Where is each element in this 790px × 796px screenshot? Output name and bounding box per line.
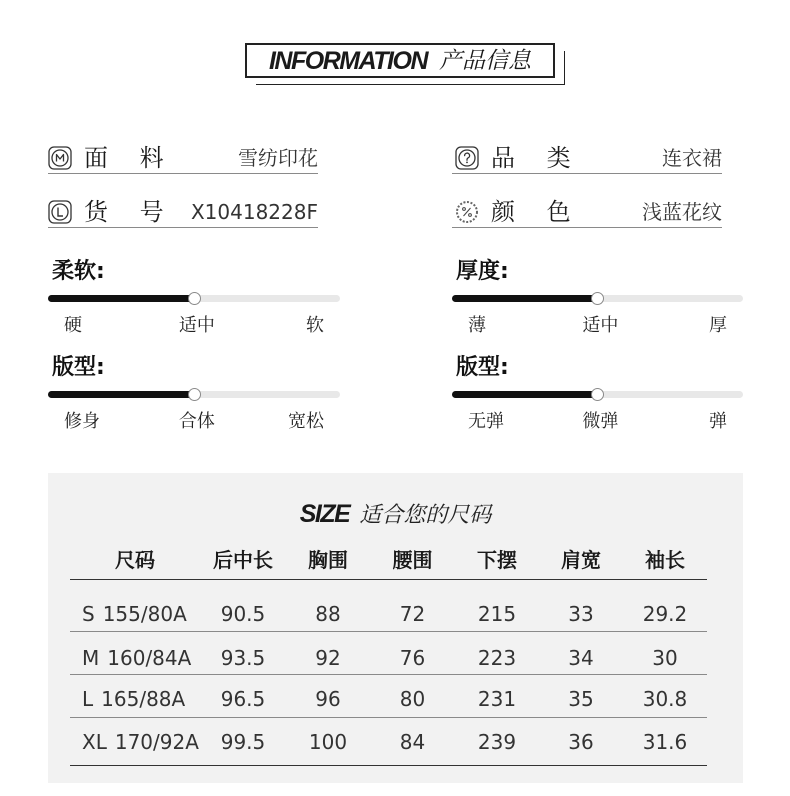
scale-label-mid: 适中 [178,315,215,336]
table-header-cell: 袖长 [645,547,685,572]
scale-title: 厚度: [456,259,509,284]
table-header-cell: 胸围 [308,547,348,572]
scale-knob [591,292,604,305]
table-cell: 31.6 [642,730,688,754]
table-cell: 231 [477,687,517,711]
table-header-cell: 后中长 [213,547,273,572]
scale-fill [452,391,598,398]
size-panel [48,473,743,783]
l-circle-icon [48,200,72,224]
info-row-item-number [48,196,318,228]
table-header-cell: 下摆 [477,547,517,572]
table-row [70,718,707,766]
scale-fill [48,391,194,398]
size-spec: 165/88A [101,687,186,711]
size-cell [70,603,200,625]
table-cell: 33 [568,602,594,626]
table-cell: 96.5 [220,687,266,711]
scale-label-min: 薄 [468,315,486,336]
info-row-color [452,196,722,228]
scale-labels [452,411,743,433]
scale-label-max: 弹 [709,411,727,432]
scale-label-max: 宽松 [288,411,324,432]
scale-label-mid: 合体 [178,411,215,432]
scale-track [48,391,340,398]
size-letter: XL [82,730,107,754]
table-cell: 84 [399,730,426,754]
table-cell: 36 [568,730,594,754]
size-table [70,540,707,766]
size-cell [70,647,200,669]
scale-track [452,295,743,302]
size-spec: 155/80A [102,602,187,626]
table-cell: 30 [652,646,678,670]
table-cell: 35 [568,687,594,711]
info-label: 货 号 [84,197,176,226]
info-label: 颜 色 [491,197,583,226]
size-title-en: SIZE [299,500,350,528]
size-title [48,499,743,531]
table-cell: 76 [399,646,426,670]
table-cell: 93.5 [220,646,266,670]
table-cell: 88 [315,602,341,626]
info-row-fabric [48,142,318,174]
table-cell: 215 [477,602,517,626]
info-label: 品 类 [491,143,583,172]
size-title-cn: 适合您的尺码 [359,503,492,528]
scale-label-min: 硬 [64,315,82,336]
table-cell: 100 [308,730,348,754]
table-cell: 72 [399,602,426,626]
scale-label-min: 无弹 [468,411,504,432]
size-letter: S [82,602,95,626]
scale-labels [48,411,340,433]
scale-label-mid: 微弹 [582,411,619,432]
scale-label-min: 修身 [64,411,100,432]
scale-softness [48,259,340,339]
table-cell: 80 [399,687,426,711]
info-value: 雪纺印花 [238,145,318,170]
table-cell: 92 [315,646,341,670]
scale-fill [452,295,598,302]
table-row [70,632,707,675]
table-row [70,580,707,632]
size-spec: 160/84A [107,646,192,670]
info-value: 连衣裙 [662,145,722,170]
table-header-row [70,540,707,580]
size-spec: 170/92A [114,730,199,754]
header-title-cn: 产品信息 [439,47,531,74]
table-header-cell: 肩宽 [561,547,601,572]
scale-title: 版型: [456,355,509,380]
table-header-cell: 腰围 [392,547,433,572]
scale-track [48,295,340,302]
size-letter: M [82,646,100,670]
table-cell: 96 [315,687,341,711]
table-cell: 29.2 [642,602,688,626]
header-title-en: INFORMATION [268,46,427,75]
table-header-cell: 尺码 [115,547,155,572]
scale-knob [188,292,201,305]
info-row-category [452,142,722,174]
info-value: X10418228F [190,199,318,224]
scale-labels [48,315,340,337]
scale-fill [48,295,194,302]
scale-knob [591,388,604,401]
scale-label-mid: 适中 [582,315,619,336]
scale-label-max: 软 [306,315,324,336]
scale-labels [452,315,743,337]
scale-thickness [452,259,743,339]
scale-title: 柔软: [52,259,105,284]
scale-fit [48,355,340,435]
table-cell: 99.5 [220,730,266,754]
table-cell: 223 [477,646,517,670]
size-letter: L [82,687,94,711]
table-cell: 90.5 [220,602,266,626]
scale-track [452,391,743,398]
scale-label-max: 厚 [709,315,727,336]
size-cell [70,731,200,753]
m-circle-icon [48,146,72,170]
info-value: 浅蓝花纹 [642,199,722,224]
info-header [245,43,555,78]
percent-dotted-circle-icon [455,200,479,224]
table-cell: 34 [568,646,594,670]
question-circle-icon [455,146,479,170]
size-cell [70,688,200,710]
scale-title: 版型: [52,355,105,380]
info-label: 面 料 [84,143,176,172]
scale-stretch [452,355,743,435]
scale-knob [188,388,201,401]
table-row [70,675,707,718]
table-cell: 30.8 [642,687,688,711]
table-cell: 239 [477,730,517,754]
